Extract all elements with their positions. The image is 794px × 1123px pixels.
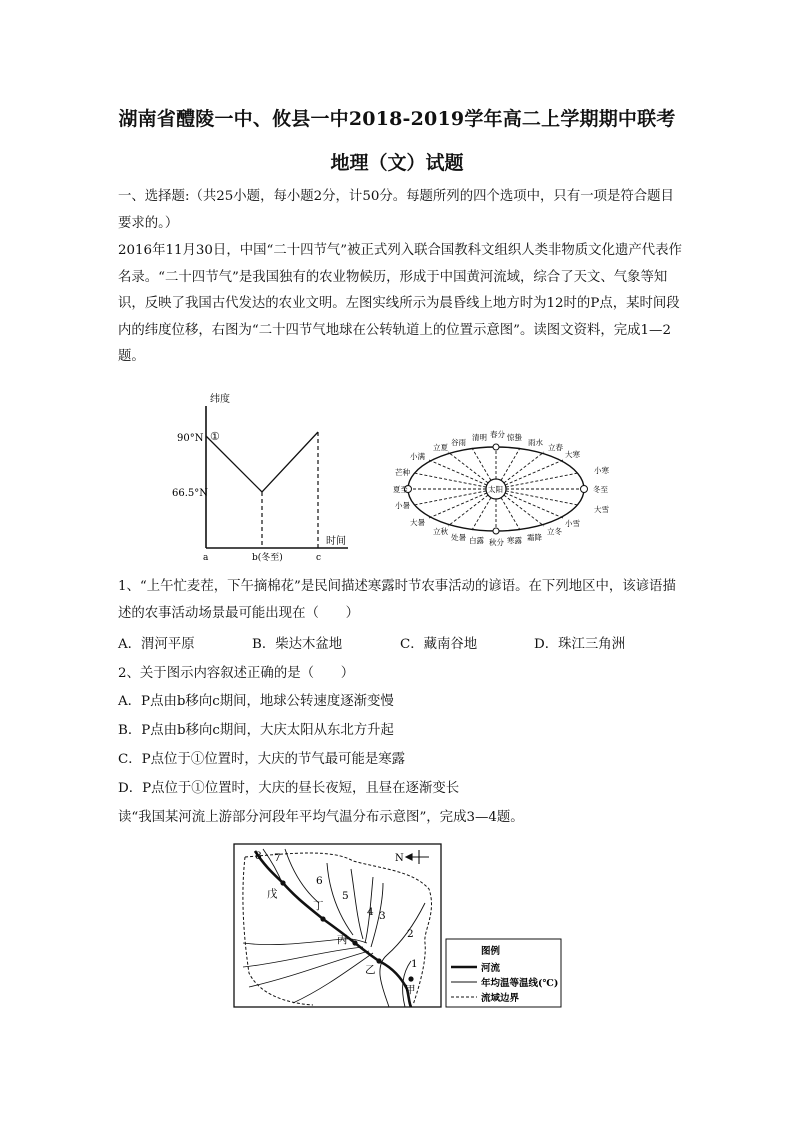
- question-2-option-a[interactable]: A．P点由b移向c期间，地球公转速度逐渐变慢: [118, 694, 394, 709]
- solar-terms-orbit-figure: [393, 428, 635, 550]
- place-labels: [267, 887, 416, 996]
- point-c: c: [316, 553, 322, 563]
- place-label: 丁: [313, 900, 324, 912]
- term-label: 春分: [490, 430, 505, 439]
- term-label: 小暑: [395, 501, 410, 510]
- time-label: 时间: [326, 536, 346, 547]
- term-label: 秋分: [489, 538, 504, 547]
- map-frame: [234, 844, 441, 1007]
- term-label: 大寒: [565, 450, 580, 459]
- question-1-option-d[interactable]: D．珠江三角洲: [534, 637, 626, 652]
- term-label: 谷雨: [451, 438, 466, 447]
- isotherm-value: 4: [367, 906, 374, 918]
- term-label: 白露: [469, 536, 484, 545]
- term-label: 立春: [548, 443, 563, 452]
- term-label: 夏至: [393, 485, 408, 494]
- isotherm-values: [255, 850, 418, 970]
- term-label: 立冬: [547, 527, 562, 536]
- earth-spring: [493, 444, 499, 450]
- term-label: 冬至: [593, 485, 608, 494]
- isotherm-value: 2: [407, 928, 414, 940]
- earth-winter: [581, 486, 588, 493]
- term-label: 雨水: [528, 438, 543, 447]
- point-a: a: [203, 553, 209, 563]
- earth-autumn: [493, 528, 499, 534]
- place-label: 戊: [267, 888, 278, 900]
- isotherm-value: 3: [379, 910, 386, 922]
- isotherms: [263, 849, 425, 1007]
- term-label: 寒露: [507, 536, 522, 545]
- question-2-stem: 2、关于图示内容叙述正确的是（ ）: [118, 666, 355, 681]
- question-1-option-b[interactable]: B．柴达木盆地: [252, 637, 343, 652]
- legend-isotherm-label: 年均温等温线(℃): [481, 978, 559, 989]
- term-label: 大雪: [594, 505, 609, 514]
- page-title-line1: 湖南省醴陵一中、攸县一中2018-2019学年高二上学期期中联考: [118, 108, 676, 130]
- contour-lines: [243, 939, 373, 1003]
- legend-title: 图例: [481, 946, 501, 957]
- passage-solar-terms: 2016年11月30日，中国“二十四节气”被正式列入联合国教科文组织人类非物质文化遗产代表作名录。“二十四节气”是我国独有的农业物候历，形成于中国黄河流域，综合了天文、气象等知识，反映了我国古代发达的农业文明。左图实线所示为晨昏线上地方时为12时的P点，某时间段内的纬度位移，右图为“二十四节气地球在公转轨道上的位置示意图”。读图文资料，完成1—2题。: [118, 243, 682, 364]
- section-instructions: 一、选择题:（共25小题，每小题2分，计50分。每题所列的四个选项中，只有一项是符合题目要求的。）: [118, 189, 674, 231]
- question-2-option-c[interactable]: C．P点位于①位置时，大庆的节气最可能是寒露: [118, 752, 406, 767]
- question-1-stem: 1、“上午忙麦茬，下午摘棉花”是民间描述寒露时节农事活动的谚语。在下列地区中，该谚语描述的农事活动场景最可能出现在（ ）: [118, 579, 676, 621]
- point-b: b(冬至): [252, 553, 283, 563]
- north-label: N: [395, 853, 404, 864]
- term-label: 惊蛰: [507, 433, 522, 442]
- isotherm-value: 8: [255, 850, 262, 862]
- place-label: 丙: [337, 934, 348, 946]
- question-2-option-d[interactable]: D．P点位于①位置时，大庆的昼长夜短，且昼在逐渐变长: [118, 781, 460, 796]
- marker-1: ①: [210, 430, 220, 443]
- legend-river-label: 河流: [481, 963, 501, 974]
- place-label: 甲: [405, 984, 416, 996]
- sun-label: 太阳: [488, 485, 503, 494]
- isotherm-value: 6: [316, 875, 323, 887]
- term-label: 霜降: [527, 533, 542, 542]
- term-label: 小满: [410, 452, 425, 461]
- term-label: 清明: [472, 433, 487, 442]
- p-point-track: [206, 432, 318, 492]
- tick-66n: 66.5°N: [172, 488, 209, 499]
- term-label: 小雪: [565, 519, 580, 528]
- y-axis-label: 纬度: [210, 394, 230, 405]
- legend-boundary-label: 流域边界: [481, 993, 520, 1004]
- isotherm-value: 1: [411, 958, 418, 970]
- isotherm-value: 7: [274, 852, 281, 864]
- isotherm-value: 5: [342, 890, 349, 902]
- term-label: 立秋: [433, 527, 448, 536]
- page-title-line2: 地理（文）试题: [330, 152, 464, 174]
- latitude-time-figure: [170, 388, 360, 563]
- term-label: 立夏: [433, 443, 448, 452]
- question-2-option-b[interactable]: B．P点由b移向c期间，大庆太阳从东北方升起: [118, 723, 394, 738]
- passage-river: 读“我国某河流上游部分河段年平均气温分布示意图”，完成3—4题。: [118, 810, 524, 825]
- term-label: 芒种: [395, 468, 410, 477]
- north-arrow-icon: [406, 850, 429, 864]
- tick-90n: 90°N: [177, 433, 204, 444]
- term-label: 处暑: [451, 533, 466, 542]
- question-1-option-a[interactable]: A．渭河平原: [118, 637, 195, 652]
- place-label: 乙: [365, 964, 376, 976]
- term-label: 小寒: [594, 466, 609, 475]
- river-isotherm-map: [233, 843, 563, 1011]
- question-1-option-c[interactable]: C．藏南谷地: [400, 637, 478, 652]
- term-label: 大暑: [410, 518, 425, 527]
